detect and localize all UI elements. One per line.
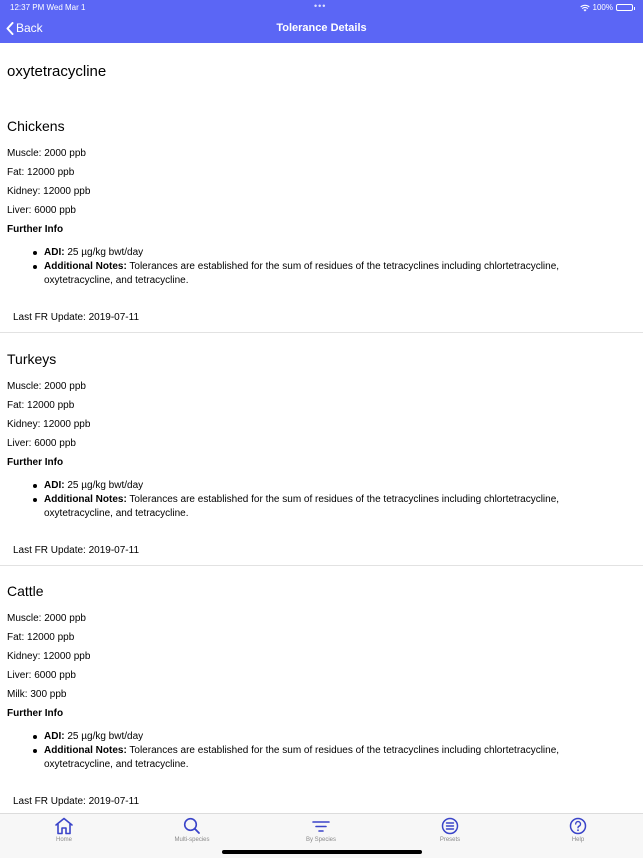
adi-value: 25 µg/kg bwt/day: [67, 480, 144, 491]
notes-label: Additional Notes:: [44, 745, 127, 756]
adi-label: ADI:: [44, 731, 65, 742]
notes-value: Tolerances are established for the sum of residues of the tetracyclines including chlortetracycline, oxytetracycline, and tetracycline.: [44, 745, 560, 770]
tolerance-liver: Liver: 6000 ppb: [7, 670, 76, 681]
notes-item: [32, 260, 622, 288]
tab-help[interactable]: [538, 817, 618, 843]
page-title: Tolerance Details: [276, 22, 367, 34]
adi-value: 25 µg/kg bwt/day: [67, 731, 144, 742]
notes-item: [32, 493, 622, 521]
adi-item: [32, 730, 622, 744]
tab-label: Help: [571, 837, 585, 843]
tolerance-muscle: Muscle: 2000 ppb: [7, 381, 86, 392]
tolerance-muscle: Muscle: 2000 ppb: [7, 148, 86, 159]
section-divider: [0, 565, 643, 566]
search-icon: [182, 817, 202, 835]
tolerance-fat: Fat: 12000 ppb: [7, 167, 75, 178]
home-indicator[interactable]: [222, 850, 422, 854]
tab-label: By Species: [305, 837, 336, 843]
home-icon: [54, 817, 74, 835]
adi-label: ADI:: [44, 247, 65, 258]
notes-value: Tolerances are established for the sum of residues of the tetracyclines including chlortetracycline, oxytetracycline, and tetracycline.: [44, 494, 560, 519]
species-heading: Chickens: [7, 118, 65, 134]
further-info-list: [32, 246, 622, 288]
last-fr-update: Last FR Update: 2019-07-11: [13, 545, 140, 556]
filter-icon: [311, 817, 331, 835]
tolerance-kidney: Kidney: 12000 ppb: [7, 419, 91, 430]
help-icon: [568, 817, 588, 835]
status-right: [580, 3, 633, 12]
tab-by-species[interactable]: [281, 817, 361, 843]
tolerance-details-content[interactable]: [0, 43, 643, 813]
species-heading: Turkeys: [7, 351, 57, 367]
tolerance-fat: Fat: 12000 ppb: [7, 400, 75, 411]
navigation-bar: [0, 0, 643, 43]
adi-value: 25 µg/kg bwt/day: [67, 247, 144, 258]
tolerance-liver: Liver: 6000 ppb: [7, 438, 76, 449]
section-divider: [0, 332, 643, 333]
adi-item: [32, 246, 622, 260]
adi-item: [32, 479, 622, 493]
tolerance-fat: Fat: 12000 ppb: [7, 632, 75, 643]
adi-label: ADI:: [44, 480, 65, 491]
tab-home[interactable]: [24, 817, 104, 843]
further-info-heading: Further Info: [7, 708, 64, 719]
tolerance-kidney: Kidney: 12000 ppb: [7, 651, 91, 662]
tab-label: Multi-species: [174, 837, 210, 843]
further-info-heading: Further Info: [7, 224, 64, 235]
further-info-heading: Further Info: [7, 457, 64, 468]
tolerance-muscle: Muscle: 2000 ppb: [7, 613, 86, 624]
last-fr-update: Last FR Update: 2019-07-11: [13, 312, 140, 323]
tab-presets[interactable]: [410, 817, 490, 843]
notes-item: [32, 744, 622, 772]
further-info-list: [32, 730, 622, 772]
battery-icon: [616, 4, 633, 11]
notes-label: Additional Notes:: [44, 494, 127, 505]
status-time: 12:37 PM Wed Mar 1: [10, 3, 86, 12]
back-label: Back: [16, 21, 43, 35]
multitask-dots-icon[interactable]: •••: [314, 1, 327, 11]
notes-label: Additional Notes:: [44, 261, 127, 272]
tab-label: Home: [55, 837, 72, 843]
drug-name: oxytetracycline: [7, 63, 107, 80]
tolerance-milk: Milk: 300 ppb: [7, 689, 67, 700]
species-heading: Cattle: [7, 583, 44, 599]
tab-label: Presets: [439, 837, 461, 843]
notes-value: Tolerances are established for the sum of residues of the tetracyclines including chlortetracycline, oxytetracycline, and tetracycline.: [44, 261, 560, 286]
tolerance-liver: Liver: 6000 ppb: [7, 205, 76, 216]
further-info-list: [32, 479, 622, 521]
last-fr-update: Last FR Update: 2019-07-11: [13, 796, 140, 807]
status-bar: [0, 0, 643, 16]
list-icon: [440, 817, 460, 835]
wifi-icon: [580, 4, 590, 12]
tab-multi-species[interactable]: [152, 817, 232, 843]
tolerance-kidney: Kidney: 12000 ppb: [7, 186, 91, 197]
battery-percent: 100%: [592, 3, 613, 12]
